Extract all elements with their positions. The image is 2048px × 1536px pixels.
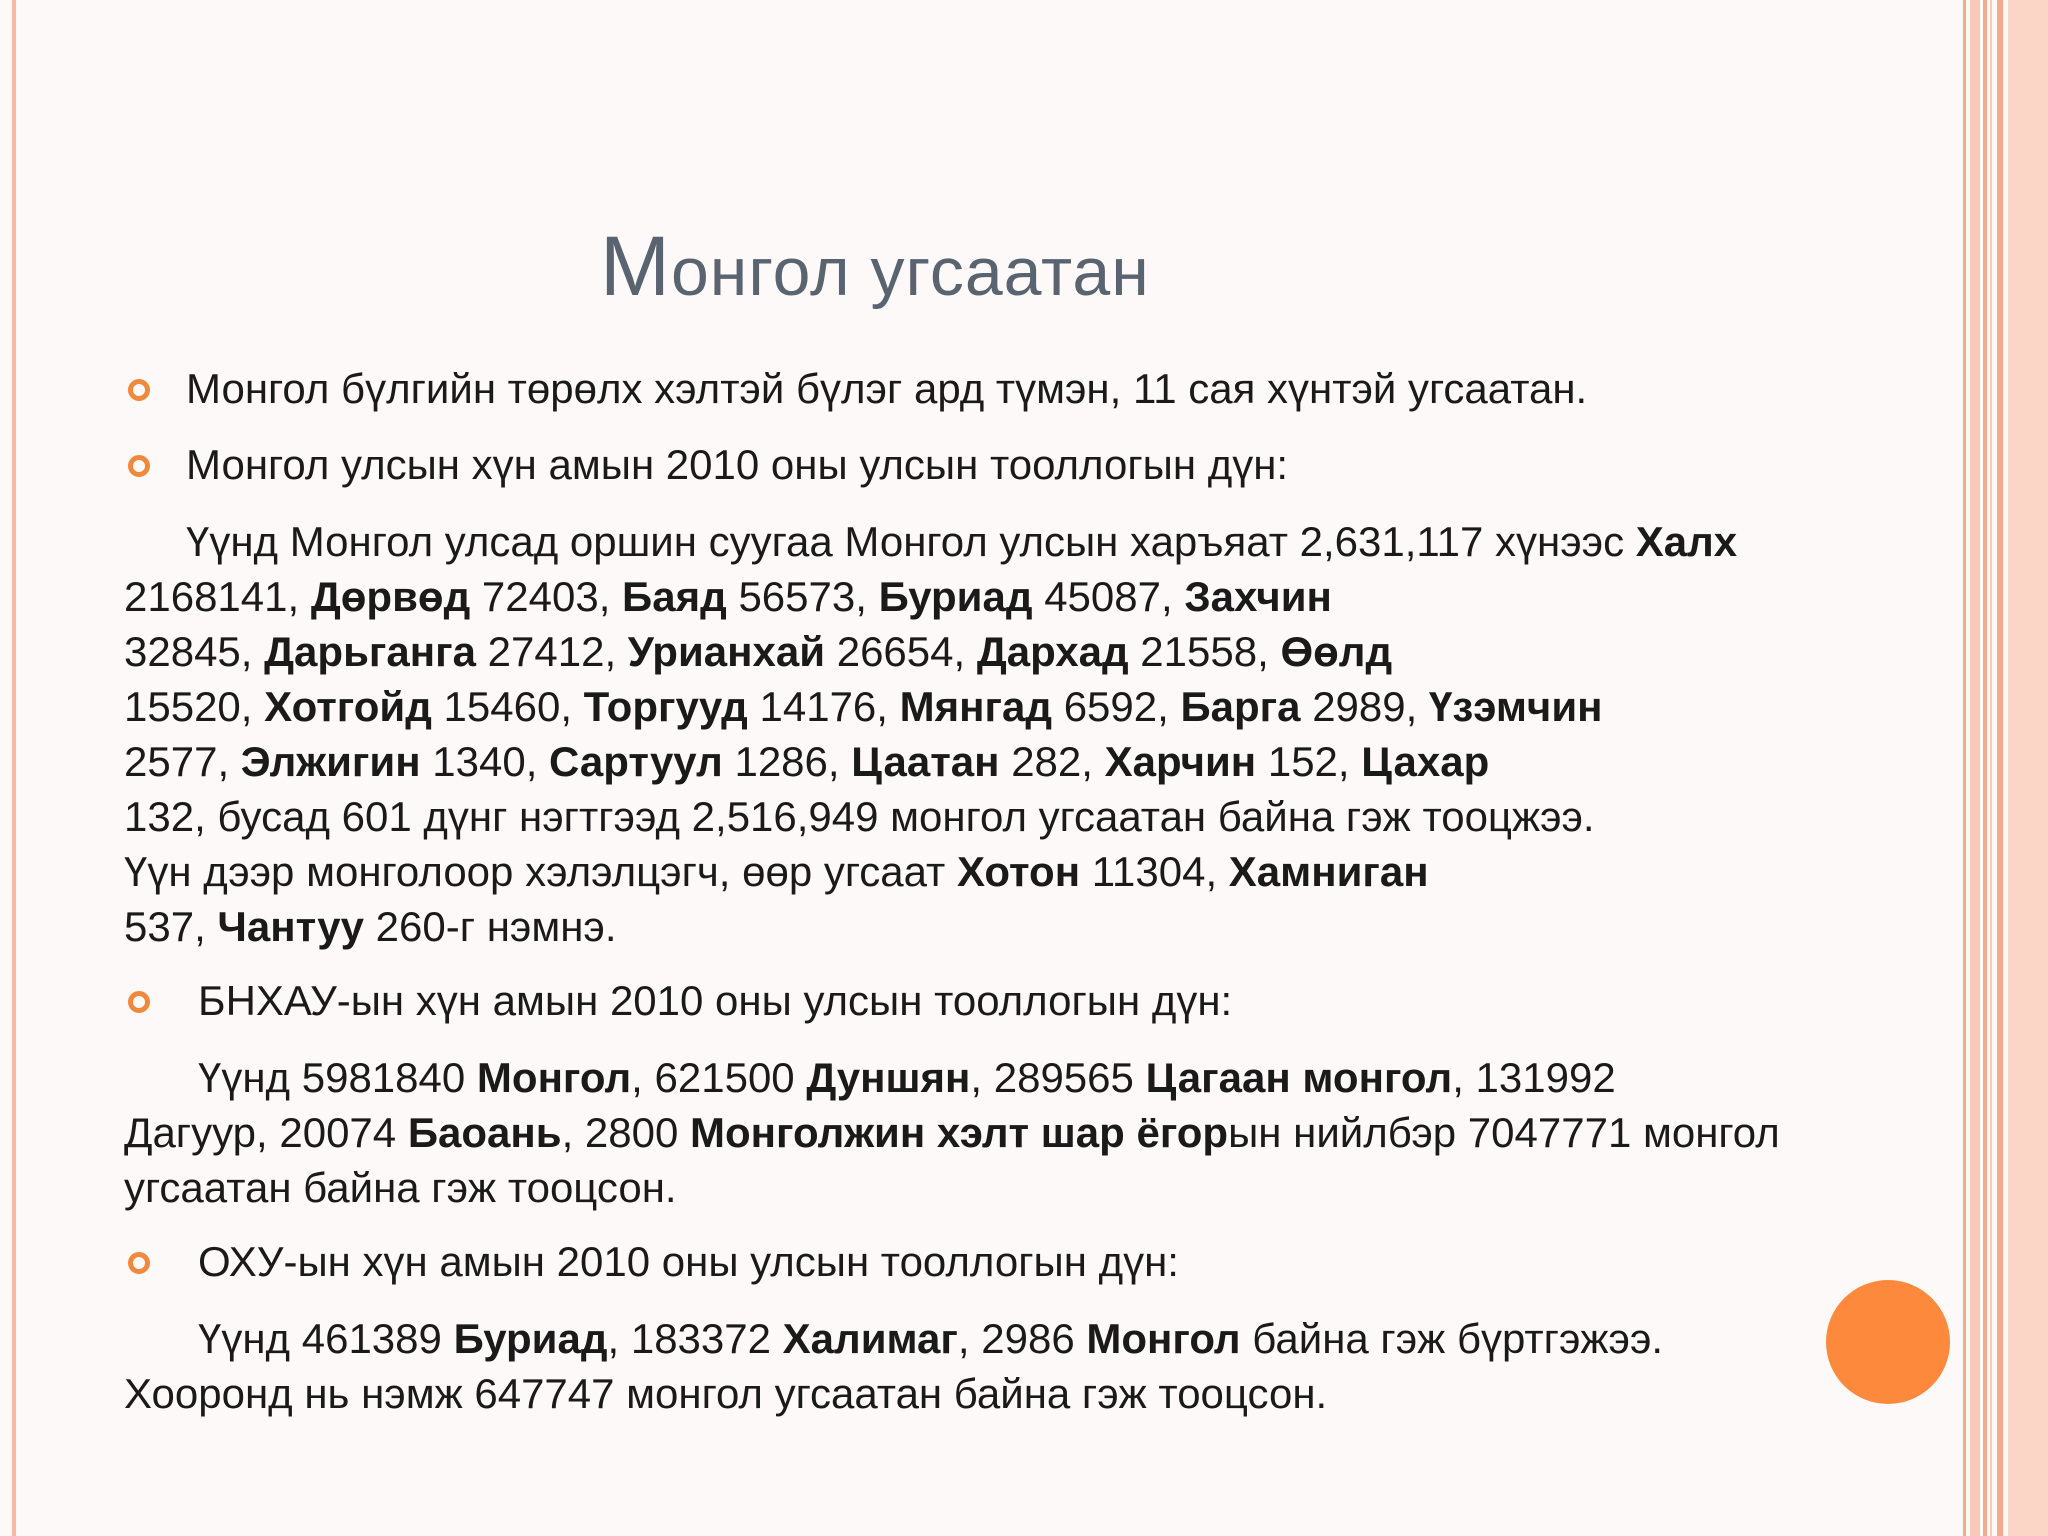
russia-census-paragraph: Үүнд 461389 Буриад, 183372 Халимаг, 2986 Монгол байна гэж бүртгэжээ. Хооронд нь нэмж 647747 монгол угсаатан байна гэж тооцсон. [124,1315,1664,1417]
mongolia-census-paragraph: Үүнд Монгол улсад оршин суугаа Монгол улсын харъяат 2,631,117 хүнээс Халх 2168141, Дөрвөд 72403, Баяд 56573, Буриад 45087, Захчин 32845, Дарьганга 27412, Урианхай 26654, Дархад 21558, Өөлд 15520, Хотгойд 15460, Торгууд 14176, Мянгад 6592, Барга 2989, Үзэмчин 2577, Элжигин 1340, Сартуул 1286, Цаатан 282, Харчин 152, Цахар 132, бусад 601 дүнг нэгтгээд 2,516,949 монгол угсаатан байна гэж тооцжээ. Үүн дээр монголоор хэлэлцэгч, өөр угсаат Хотон 11304, Хамниган 537, Чантуу 260-г нэмнэ. [124,518,1738,950]
bullet-ring-icon [128,991,150,1013]
bullet-ring-icon [128,1252,150,1274]
bullet-item: БНХАУ-ын хүн амын 2010 оны улсын тооллогын дүн: [124,974,1824,1028]
decor-stripe [1990,0,1992,1536]
decor-stripe [1997,0,2003,1536]
decor-stripe [1970,0,1980,1536]
bullet-item: ОХУ-ын хүн амын 2010 оны улсын тооллогын дүн: [124,1235,1824,1289]
bullet-ring-icon [128,379,150,401]
bullet-ring-icon [128,455,150,477]
bullet-item: Монгол улсын хүн амын 2010 оны улсын тооллогын дүн: [124,438,1824,492]
bullet-item: Монгол бүлгийн төрөлх хэлтэй бүлэг ард түмэн, 11 сая хүнтэй угсаатан. [124,362,1824,416]
decor-stripe [1983,0,1987,1536]
decor-stripe [2008,0,2048,1536]
decor-circle [1826,1280,1950,1404]
china-census-paragraph: Үүнд 5981840 Монгол, 621500 Дуншян, 289565 Цагаан монгол, 131992 Дагуур, 20074 Баоань, 2800 Монголжин хэлт шар ёгорын нийлбэр 7047771 монгол угсаатан байна гэж тооцсон. [124,1054,1780,1211]
slide-title: Монгол угсаатан [600,219,1150,313]
slide-content [124,362,1824,1441]
